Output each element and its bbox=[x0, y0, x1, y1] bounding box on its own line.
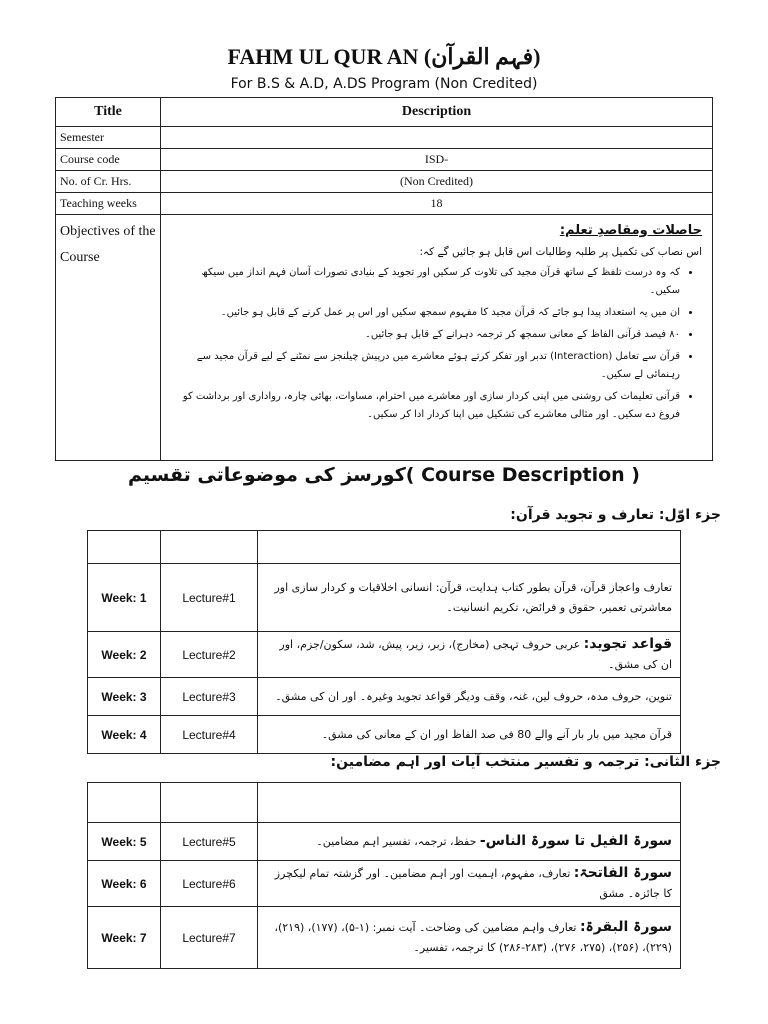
description-cell bbox=[258, 564, 681, 632]
description-lead: قواعد تجوید: bbox=[583, 636, 672, 652]
table-row bbox=[56, 193, 713, 215]
table-row bbox=[56, 149, 713, 171]
table-row bbox=[88, 564, 681, 632]
description-cell bbox=[258, 861, 681, 907]
description-text: تنوین، حروف مدہ، حروف لین، غنہ، وقف ودیگر قواعد تجوید وغیرہ۔ اور ان کی مشق۔ bbox=[275, 690, 672, 703]
semester-value bbox=[161, 127, 713, 149]
table-header-row bbox=[56, 98, 713, 127]
description-text: تعارف، مفہوم، اہمیت اور اہم مضامین۔ اور گزشتہ تمام لیکچرز کا جائزہ۔ مشق bbox=[274, 867, 672, 900]
table-row bbox=[56, 171, 713, 193]
objectives-list bbox=[175, 264, 702, 424]
objectives-heading: حاصلات ومقاصدِ تعلم: bbox=[559, 223, 702, 238]
col-description-header: Description bbox=[161, 98, 713, 127]
list-item: • ان میں یہ استعداد پیدا ہو جائے کہ قرآن مجید کا مفہوم سمجھ سکیں اور اس پر عمل کرنے کے قابل ہو جائیں۔ bbox=[175, 304, 680, 322]
credit-hours-label: No. of Cr. Hrs. bbox=[56, 171, 161, 193]
teaching-weeks-label: Teaching weeks bbox=[56, 193, 161, 215]
lecture-cell: Lecture#7 bbox=[161, 907, 258, 969]
part1-week-table bbox=[87, 530, 681, 754]
lecture-cell: Lecture#4 bbox=[161, 716, 258, 754]
table-row bbox=[88, 783, 681, 823]
week-cell: Week: 7 bbox=[88, 907, 161, 969]
description-cell bbox=[258, 632, 681, 678]
description-lead: سورۃ البقرۃ: bbox=[579, 919, 672, 935]
part2-week-table bbox=[87, 782, 681, 969]
teaching-weeks-value: 18 bbox=[161, 193, 713, 215]
credit-hours-value: (Non Credited) bbox=[161, 171, 713, 193]
course-description-heading: کورسز کی موضوعاتی تقسیم( Course Description ) bbox=[128, 464, 640, 486]
lecture-cell: Lecture#5 bbox=[161, 823, 258, 861]
week-cell: Week: 2 bbox=[88, 632, 161, 678]
lecture-cell: Lecture#3 bbox=[161, 678, 258, 716]
table-row bbox=[88, 678, 681, 716]
part1-heading: جزء اوّل: تعارف و تجوید قرآن: bbox=[510, 507, 721, 523]
description-text: تعارف واہم مضامین کی وضاحت۔ آیت نمبر: (۱-۵)، (۱۷۷)، (۲۱۹)، (۲۲۹)، (۲۵۶)، (۲۷۵، ۲۷۶)، (۲۸۳-۲۸۶) کا ترجمہ، تفسیر۔ bbox=[274, 921, 672, 954]
objectives-row bbox=[56, 215, 713, 461]
objectives-content bbox=[161, 215, 713, 461]
description-text: عربی حروف تہجی (مخارج)، زبر، زیر، پیش، شد، سکون/جزم، اور ان کی مشق۔ bbox=[279, 638, 672, 671]
course-info-table bbox=[55, 97, 713, 461]
week-cell: Week: 5 bbox=[88, 823, 161, 861]
course-code-label: Course code bbox=[56, 149, 161, 171]
table-row bbox=[88, 716, 681, 754]
part2-heading: جزء الثانی: ترجمہ و تفسیر منتخب آیات اور اہم مضامین: bbox=[330, 754, 721, 770]
table-row bbox=[88, 861, 681, 907]
table-row bbox=[88, 907, 681, 969]
week-cell: Week: 6 bbox=[88, 861, 161, 907]
table-row bbox=[88, 632, 681, 678]
description-text: حفظ، ترجمہ، تفسیر اہم مضامین۔ bbox=[316, 835, 477, 848]
semester-label: Semester bbox=[56, 127, 161, 149]
lecture-cell: Lecture#2 bbox=[161, 632, 258, 678]
description-text: تعارف واعجاز قرآن، قرآن بطور کتاب ہدایت، قرآن: انسانی اخلاقیات و کردار سازی اور معاشرتی تعمیر، حقوق و فرائض، تکریم انسانیت۔ bbox=[274, 581, 672, 614]
list-item: • کہ وہ درست تلفظ کے ساتھ قرآن مجید کی تلاوت کر سکیں اور تجوید کے بنیادی تصورات آسان فہم انداز میں سیکھ سکیں۔ bbox=[175, 264, 680, 300]
document-title: FAHM UL QUR AN (فہم القرآن) bbox=[227, 44, 541, 69]
table-row bbox=[88, 823, 681, 861]
description-cell bbox=[258, 678, 681, 716]
table-row bbox=[56, 127, 713, 149]
description-cell bbox=[258, 907, 681, 969]
document-subtitle: For B.S & A.D, A.DS Program (Non Credited) bbox=[230, 76, 538, 92]
description-text: قرآن مجید میں بار بار آنے والے 80 فی صد الفاظ اور ان کے معانی کی مشق۔ bbox=[321, 728, 672, 741]
week-cell: Week: 3 bbox=[88, 678, 161, 716]
lecture-cell: Lecture#6 bbox=[161, 861, 258, 907]
list-item: • ۸۰ فیصد قرآنی الفاظ کے معانی سمجھ کر ترجمہ دہرانے کے قابل ہو جائیں۔ bbox=[175, 326, 680, 344]
description-lead: سورۃ الفیل تا سورۃ الناس- bbox=[479, 833, 672, 849]
description-cell bbox=[258, 823, 681, 861]
lecture-cell: Lecture#1 bbox=[161, 564, 258, 632]
week-cell: Week: 4 bbox=[88, 716, 161, 754]
table-row bbox=[88, 531, 681, 564]
course-code-value: ISD- bbox=[161, 149, 713, 171]
objectives-intro: اس نصاب کی تکمیل پر طلبہ وطالبات اس قابل ہو جائیں گے کہ: bbox=[419, 246, 702, 258]
list-item: • قرآن سے تعامل (Interaction) تدبر اور تفکر کرتے ہوئے معاشرے میں درپیش چیلنجز سے نمٹنے کے لیے قرآن مجید سے رہنمائی لے سکیں۔ bbox=[175, 348, 680, 384]
week-cell: Week: 1 bbox=[88, 564, 161, 632]
description-lead: سورۃ الفاتحۃ: bbox=[573, 865, 672, 881]
objectives-label: Objectives of the Course bbox=[56, 215, 161, 461]
list-item: • قرآنی تعلیمات کی روشنی میں اپنی کردار سازی اور معاشرے میں احترام، مساوات، بھائی چارہ، رواداری اور برداشت کو فروغ دے سکیں۔ اور مثالی معاشرے کی تشکیل میں اپنا کردار ادا کر سکیں۔ bbox=[175, 388, 680, 424]
col-title-header: Title bbox=[56, 98, 161, 127]
description-cell bbox=[258, 716, 681, 754]
